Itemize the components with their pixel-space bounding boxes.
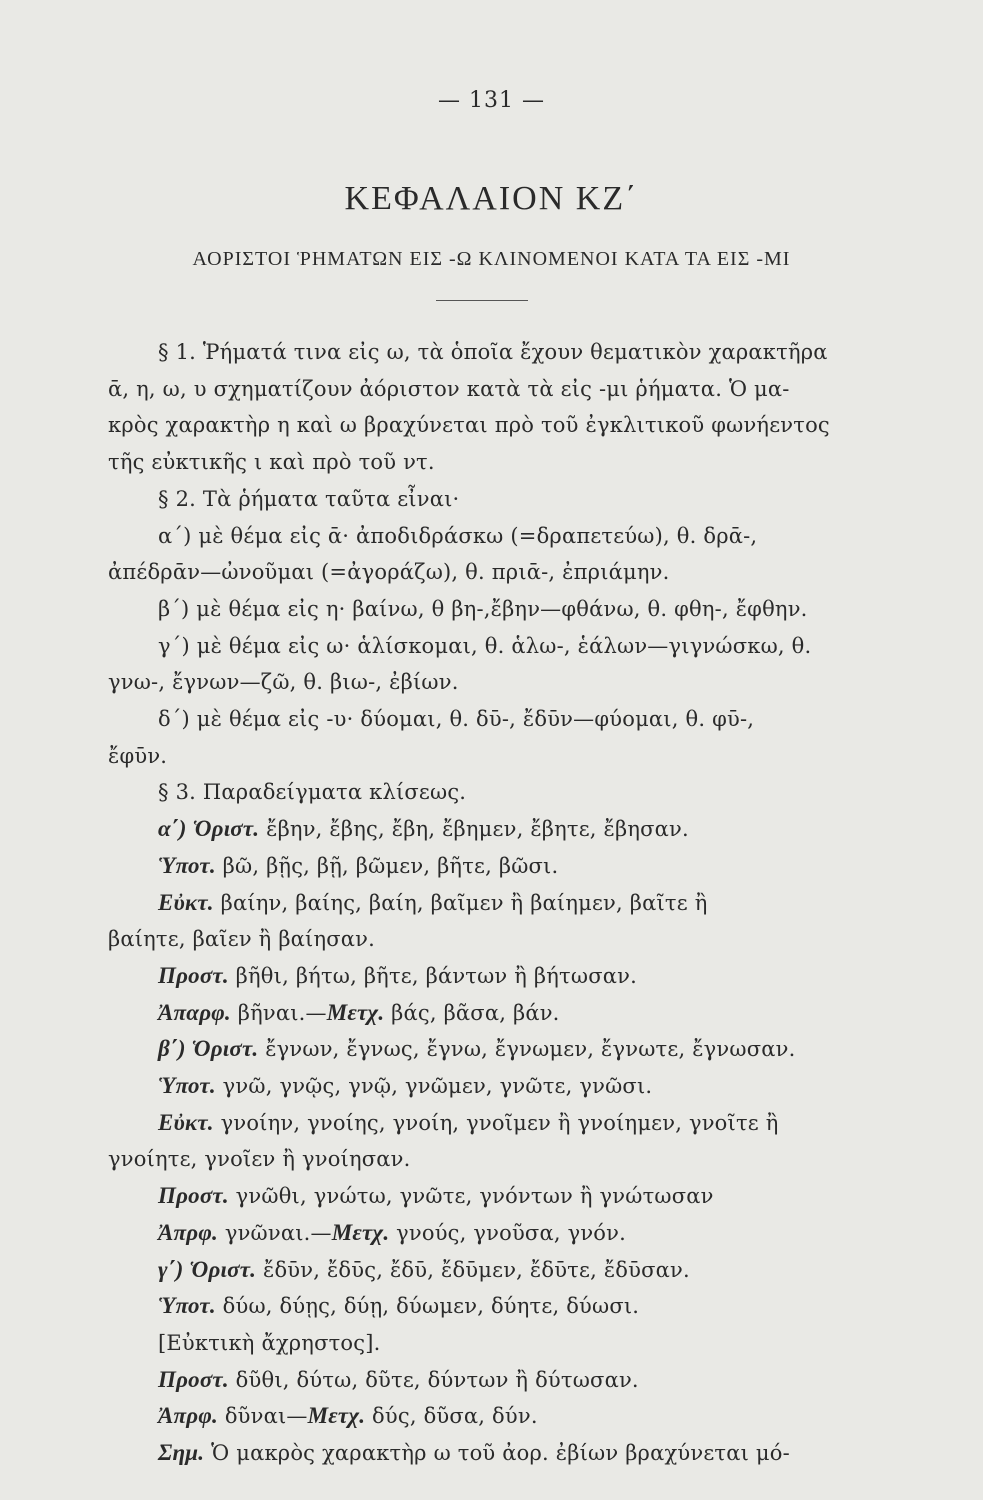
line-text: δύω, δύῃς, δύῃ, δύωμεν, δύητε, δύωσι. xyxy=(215,1294,640,1319)
form-label: Προστ. xyxy=(158,1183,229,1209)
text-line xyxy=(0,961,983,991)
form-label: Προστ. xyxy=(158,1366,229,1392)
form-label: Ἀπρφ. xyxy=(158,1403,218,1429)
text-line xyxy=(0,484,983,514)
line-text: βαίητε, βαῖεν ἢ βαίησαν. xyxy=(108,927,376,952)
text-line xyxy=(0,1401,983,1431)
line-text: § 1. Ῥήματά τινα εἰς ω, τὰ ὁποῖα ἔχουν θεματικὸν χαρακτῆρα xyxy=(158,340,828,364)
text-line xyxy=(0,1034,983,1064)
text-line xyxy=(0,741,983,771)
form-label: Προστ. xyxy=(158,962,229,988)
line-text: α΄) μὲ θέμα εἰς ᾱ· ἀποδιδράσκω (=δραπετεύω), θ. δρᾱ-, xyxy=(158,523,758,548)
text-line xyxy=(0,631,983,661)
line-text: βῆθι, βήτω, βῆτε, βάντων ἢ βήτωσαν. xyxy=(228,963,637,988)
form-label: β΄) Ὁριστ. xyxy=(158,1036,259,1062)
line-text: [Εὐκτικὴ ἄχρηστος]. xyxy=(158,1330,381,1355)
line-text: κρὸς χαρακτὴρ η καὶ ω βραχύνεται πρὸ τοῦ ἐγκλιτικοῦ φωνήεντος xyxy=(108,413,830,438)
form-label: Σημ. xyxy=(158,1440,205,1465)
text-line xyxy=(0,1071,983,1101)
text-line xyxy=(0,594,983,624)
text-line xyxy=(0,447,983,477)
line-text: γνῶναι.— xyxy=(217,1220,332,1245)
line-text: βάς, βᾶσα, βάν. xyxy=(384,1000,560,1025)
text-line xyxy=(0,1255,983,1285)
form-label: γ΄) Ὁριστ. xyxy=(158,1256,257,1282)
line-text: γ΄) μὲ θέμα εἰς ω· ἁλίσκομαι, θ. ἁλω-, ἑάλων—γιγνώσκω, θ. xyxy=(158,633,812,658)
text-line xyxy=(0,521,983,551)
line-text: ἔβην, ἔβης, ἔβη, ἔβημεν, ἔβητε, ἔβησαν. xyxy=(259,817,689,842)
page-number: — 131 — xyxy=(438,88,545,113)
line-text: γνοίητε, γνοῖεν ἢ γνοίησαν. xyxy=(108,1147,411,1172)
chapter-title: ΚΕΦΑΛΑΙΟΝ ΚΖ΄ xyxy=(344,180,639,217)
text-line xyxy=(0,814,983,844)
line-text: ἔγνων, ἔγνως, ἔγνω, ἔγνωμεν, ἔγνωτε, ἔγνωσαν. xyxy=(258,1037,796,1062)
line-text: Ὁ μακρὸς χαρακτὴρ ω τοῦ ἀορ. ἐβίων βραχύνεται μό- xyxy=(204,1441,790,1465)
form-label: Ἀπαρφ. xyxy=(158,999,231,1025)
text-line xyxy=(0,557,983,587)
text-line xyxy=(0,1218,983,1248)
line-text: γνῶθι, γνώτω, γνῶτε, γνόντων ἢ γνώτωσαν xyxy=(228,1184,714,1209)
form-label: Ὑποτ. xyxy=(158,852,216,878)
form-label: Εὐκτ. xyxy=(158,889,214,915)
text-line xyxy=(0,667,983,697)
text-line xyxy=(0,1144,983,1174)
text-line xyxy=(0,998,983,1028)
line-text: β΄) μὲ θέμα εἰς η· βαίνω, θ βη-,ἔβην—φθάνω, θ. φθη-, ἔφθην. xyxy=(158,596,808,621)
text-line xyxy=(0,1181,983,1211)
chapter-subtitle: ΑΟΡΙΣΤΟΙ ῬΗΜΑΤΩΝ ΕΙΣ -Ω ΚΛΙΝΟΜΕΝΟΙ ΚΑΤΑ ΤΑ ΕΙΣ -ΜΙ xyxy=(192,248,791,270)
form-label: α΄) Ὁριστ. xyxy=(158,816,260,842)
line-text: γνοίην, γνοίης, γνοίη, γνοῖμεν ἢ γνοίημεν, γνοῖτε ἢ xyxy=(213,1110,779,1135)
text-line xyxy=(0,1108,983,1138)
line-text: γνούς, γνοῦσα, γνόν. xyxy=(389,1220,626,1245)
line-text: ᾱ, η, ω, υ σχηματίζουν ἀόριστον κατὰ τὰ εἰς -μι ῥήματα. Ὁ μα- xyxy=(108,376,790,401)
form-label: Εὐκτ. xyxy=(158,1109,214,1135)
form-label: Ὑποτ. xyxy=(158,1293,216,1319)
line-text: βῆναι.— xyxy=(230,1000,327,1025)
line-text: γνω-, ἔγνων—ζῶ, θ. βιω-, ἐβίων. xyxy=(108,670,459,695)
form-label: Μετχ. xyxy=(307,1403,366,1429)
text-line xyxy=(0,337,983,367)
text-line xyxy=(0,704,983,734)
text-line xyxy=(0,1365,983,1395)
line-text: ἔφῡν. xyxy=(108,743,168,768)
text-line xyxy=(0,1438,983,1468)
line-text: βῶ, βῇς, βῇ, βῶμεν, βῆτε, βῶσι. xyxy=(215,853,559,878)
form-label: Ἀπρφ. xyxy=(158,1219,218,1245)
line-text: δῦναι— xyxy=(217,1404,308,1429)
text-line xyxy=(0,777,983,807)
text-line xyxy=(0,924,983,954)
text-line xyxy=(0,374,983,404)
line-text: δύς, δῦσα, δύν. xyxy=(365,1404,538,1429)
divider-rule xyxy=(436,300,528,301)
line-text: γνῶ, γνῷς, γνῷ, γνῶμεν, γνῶτε, γνῶσι. xyxy=(215,1074,653,1098)
text-line xyxy=(0,1328,983,1358)
text-line xyxy=(0,888,983,918)
line-text: τῆς εὐκτικῆς ι καὶ πρὸ τοῦ ντ. xyxy=(108,450,435,475)
line-text: δ΄) μὲ θέμα εἰς -υ· δύομαι, θ. δῡ-, ἔδῡν—φύομαι, θ. φῡ-, xyxy=(158,707,755,731)
line-text: ἔδῡν, ἔδῡς, ἔδῡ, ἔδῡμεν, ἔδῡτε, ἔδῡσαν. xyxy=(256,1257,690,1282)
text-line xyxy=(0,1291,983,1321)
form-label: Μετχ. xyxy=(326,999,385,1025)
line-text: δῦθι, δύτω, δῦτε, δύντων ἢ δύτωσαν. xyxy=(228,1367,639,1392)
form-label: Μετχ. xyxy=(331,1219,390,1245)
text-line xyxy=(0,851,983,881)
text-line xyxy=(0,410,983,440)
line-text: § 3. Παραδείγματα κλίσεως. xyxy=(158,780,467,805)
form-label: Ὑποτ. xyxy=(158,1073,216,1098)
line-text: ἀπέδρᾱν—ὠνοῦμαι (=ἀγοράζω), θ. πριᾱ-, ἐπριάμην. xyxy=(108,560,670,585)
line-text: βαίην, βαίης, βαίη, βαῖμεν ἢ βαίημεν, βαῖτε ἢ xyxy=(213,890,708,915)
line-text: § 2. Τὰ ῥήματα ταῦτα εἶναι· xyxy=(158,486,460,511)
